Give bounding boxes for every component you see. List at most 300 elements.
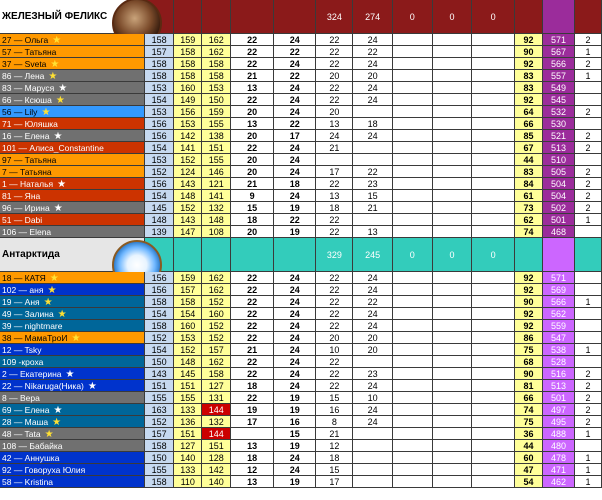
value-cell[interactable]: 144	[202, 404, 231, 416]
value-cell[interactable]: 495	[543, 416, 575, 428]
value-cell[interactable]: 158	[202, 368, 231, 380]
value-cell[interactable]: 2	[575, 190, 602, 202]
value-cell[interactable]: 8	[316, 416, 353, 428]
value-cell[interactable]	[472, 308, 515, 320]
value-cell[interactable]: 133	[174, 464, 202, 476]
value-cell[interactable]: 151	[174, 380, 202, 392]
value-cell[interactable]: 151	[202, 440, 231, 452]
value-cell[interactable]: 22	[231, 392, 274, 404]
value-cell[interactable]: 60	[515, 452, 543, 464]
value-cell[interactable]: 66	[515, 118, 543, 130]
value-cell[interactable]: 501	[543, 214, 575, 226]
value-cell[interactable]: 140	[202, 476, 231, 488]
value-cell[interactable]: 136	[174, 416, 202, 428]
table-row[interactable]	[0, 404, 602, 416]
header-cell[interactable]	[543, 238, 575, 272]
value-cell[interactable]: 23	[353, 178, 393, 190]
value-cell[interactable]	[433, 320, 473, 332]
value-cell[interactable]: 13	[231, 82, 274, 94]
table-row[interactable]	[0, 476, 602, 488]
player-name-cell[interactable]	[0, 202, 145, 214]
table-row[interactable]	[0, 392, 602, 404]
value-cell[interactable]	[472, 368, 515, 380]
value-cell[interactable]	[393, 464, 433, 476]
value-cell[interactable]: 1	[575, 296, 602, 308]
value-cell[interactable]: 497	[543, 404, 575, 416]
value-cell[interactable]: 92	[515, 320, 543, 332]
value-cell[interactable]: 145	[145, 202, 174, 214]
value-cell[interactable]: 505	[543, 166, 575, 178]
header-cell[interactable]	[202, 0, 231, 34]
value-cell[interactable]: 510	[543, 154, 575, 166]
value-cell[interactable]	[433, 214, 473, 226]
value-cell[interactable]	[433, 178, 473, 190]
value-cell[interactable]: 24	[274, 368, 317, 380]
value-cell[interactable]: 566	[543, 58, 575, 70]
value-cell[interactable]	[472, 34, 515, 46]
value-cell[interactable]	[393, 452, 433, 464]
value-cell[interactable]: 24	[353, 284, 393, 296]
value-cell[interactable]: 547	[543, 332, 575, 344]
value-cell[interactable]: 132	[202, 202, 231, 214]
value-cell[interactable]: 22	[231, 308, 274, 320]
table-row[interactable]	[0, 226, 602, 238]
value-cell[interactable]	[433, 404, 473, 416]
value-cell[interactable]: 153	[145, 106, 174, 118]
value-cell[interactable]: 24	[316, 130, 353, 142]
value-cell[interactable]: 138	[202, 130, 231, 142]
value-cell[interactable]: 24	[274, 34, 317, 46]
table-row[interactable]	[0, 106, 602, 118]
value-cell[interactable]: 156	[145, 284, 174, 296]
player-name-cell[interactable]	[0, 356, 145, 368]
value-cell[interactable]: 141	[174, 142, 202, 154]
value-cell[interactable]	[433, 428, 473, 440]
value-cell[interactable]: 501	[543, 392, 575, 404]
value-cell[interactable]: 148	[174, 356, 202, 368]
value-cell[interactable]: 16	[316, 404, 353, 416]
value-cell[interactable]: 54	[515, 476, 543, 488]
table-row[interactable]	[0, 344, 602, 356]
value-cell[interactable]: 22	[316, 226, 353, 238]
value-cell[interactable]: 19	[274, 392, 317, 404]
value-cell[interactable]: 20	[316, 106, 353, 118]
value-cell[interactable]: 20	[231, 226, 274, 238]
value-cell[interactable]	[433, 296, 473, 308]
table-row[interactable]	[0, 142, 602, 154]
table-row[interactable]	[0, 70, 602, 82]
value-cell[interactable]: 158	[145, 320, 174, 332]
value-cell[interactable]	[353, 452, 393, 464]
value-cell[interactable]: 22	[316, 94, 353, 106]
table-row[interactable]	[0, 440, 602, 452]
value-cell[interactable]	[433, 416, 473, 428]
value-cell[interactable]: 1	[575, 70, 602, 82]
value-cell[interactable]: 516	[543, 368, 575, 380]
value-cell[interactable]: 152	[145, 332, 174, 344]
value-cell[interactable]	[433, 82, 473, 94]
value-cell[interactable]: 24	[274, 272, 317, 284]
player-name-cell[interactable]	[0, 344, 145, 356]
value-cell[interactable]: 108	[202, 226, 231, 238]
player-name-cell[interactable]	[0, 368, 145, 380]
header-cell[interactable]	[274, 238, 317, 272]
value-cell[interactable]: 22	[274, 46, 317, 58]
value-cell[interactable]	[393, 142, 433, 154]
value-cell[interactable]	[393, 106, 433, 118]
value-cell[interactable]	[393, 476, 433, 488]
value-cell[interactable]	[472, 272, 515, 284]
value-cell[interactable]	[433, 190, 473, 202]
value-cell[interactable]: 12	[231, 464, 274, 476]
value-cell[interactable]: 140	[174, 452, 202, 464]
player-name-cell[interactable]	[0, 332, 145, 344]
value-cell[interactable]: 571	[543, 34, 575, 46]
value-cell[interactable]	[433, 202, 473, 214]
value-cell[interactable]: 530	[543, 118, 575, 130]
table-row[interactable]	[0, 464, 602, 476]
value-cell[interactable]	[393, 58, 433, 70]
value-cell[interactable]: 24	[274, 166, 317, 178]
value-cell[interactable]: 20	[231, 130, 274, 142]
player-name-cell[interactable]	[0, 320, 145, 332]
value-cell[interactable]: 22	[231, 296, 274, 308]
value-cell[interactable]: 145	[174, 368, 202, 380]
value-cell[interactable]: 15	[231, 202, 274, 214]
value-cell[interactable]	[433, 46, 473, 58]
value-cell[interactable]: 513	[543, 142, 575, 154]
header-cell[interactable]	[575, 238, 602, 272]
value-cell[interactable]: 92	[515, 284, 543, 296]
value-cell[interactable]: 151	[174, 428, 202, 440]
value-cell[interactable]	[393, 226, 433, 238]
value-cell[interactable]	[472, 344, 515, 356]
value-cell[interactable]: 1	[575, 214, 602, 226]
value-cell[interactable]	[316, 154, 353, 166]
value-cell[interactable]: 24	[353, 416, 393, 428]
value-cell[interactable]	[353, 356, 393, 368]
value-cell[interactable]: 128	[202, 452, 231, 464]
value-cell[interactable]: 24	[274, 94, 317, 106]
value-cell[interactable]	[472, 154, 515, 166]
value-cell[interactable]: 17	[274, 130, 317, 142]
value-cell[interactable]: 152	[145, 166, 174, 178]
value-cell[interactable]	[393, 320, 433, 332]
value-cell[interactable]	[433, 58, 473, 70]
value-cell[interactable]: 143	[174, 214, 202, 226]
value-cell[interactable]	[472, 440, 515, 452]
value-cell[interactable]: 12	[316, 440, 353, 452]
value-cell[interactable]: 24	[274, 296, 317, 308]
value-cell[interactable]: 127	[174, 440, 202, 452]
header-cell[interactable]	[174, 238, 202, 272]
value-cell[interactable]: 20	[353, 332, 393, 344]
value-cell[interactable]: 92	[515, 94, 543, 106]
value-cell[interactable]	[433, 154, 473, 166]
header-cell[interactable]: 329	[316, 238, 353, 272]
value-cell[interactable]	[575, 82, 602, 94]
value-cell[interactable]: 13	[316, 118, 353, 130]
value-cell[interactable]: 19	[274, 404, 317, 416]
value-cell[interactable]: 155	[202, 154, 231, 166]
value-cell[interactable]: 2	[575, 202, 602, 214]
value-cell[interactable]	[472, 332, 515, 344]
value-cell[interactable]: 152	[174, 344, 202, 356]
value-cell[interactable]	[353, 106, 393, 118]
value-cell[interactable]	[231, 428, 274, 440]
value-cell[interactable]: 22	[316, 368, 353, 380]
value-cell[interactable]: 156	[145, 272, 174, 284]
value-cell[interactable]	[472, 70, 515, 82]
header-cell[interactable]	[515, 0, 543, 34]
value-cell[interactable]: 139	[145, 226, 174, 238]
header-cell[interactable]	[515, 238, 543, 272]
value-cell[interactable]: 21	[231, 344, 274, 356]
value-cell[interactable]	[472, 428, 515, 440]
value-cell[interactable]: 150	[202, 94, 231, 106]
value-cell[interactable]	[472, 178, 515, 190]
value-cell[interactable]: 22	[316, 272, 353, 284]
value-cell[interactable]: 1	[575, 46, 602, 58]
value-cell[interactable]: 18	[316, 452, 353, 464]
value-cell[interactable]	[472, 226, 515, 238]
value-cell[interactable]: 20	[231, 154, 274, 166]
value-cell[interactable]: 2	[575, 166, 602, 178]
value-cell[interactable]: 152	[145, 416, 174, 428]
value-cell[interactable]	[393, 392, 433, 404]
value-cell[interactable]: 488	[543, 428, 575, 440]
value-cell[interactable]: 24	[274, 452, 317, 464]
value-cell[interactable]: 504	[543, 190, 575, 202]
value-cell[interactable]: 44	[515, 154, 543, 166]
value-cell[interactable]: 149	[174, 94, 202, 106]
table-row[interactable]	[0, 34, 602, 46]
value-cell[interactable]: 152	[174, 154, 202, 166]
value-cell[interactable]: 158	[174, 296, 202, 308]
player-name-cell[interactable]	[0, 464, 145, 476]
player-name-cell[interactable]	[0, 46, 145, 58]
value-cell[interactable]: 19	[274, 202, 317, 214]
table-row[interactable]	[0, 202, 602, 214]
value-cell[interactable]: 83	[515, 70, 543, 82]
value-cell[interactable]: 504	[543, 178, 575, 190]
value-cell[interactable]: 24	[353, 82, 393, 94]
header-cell[interactable]	[575, 0, 602, 34]
value-cell[interactable]	[575, 284, 602, 296]
table-row[interactable]	[0, 154, 602, 166]
value-cell[interactable]: 36	[515, 428, 543, 440]
value-cell[interactable]	[353, 440, 393, 452]
value-cell[interactable]: 158	[174, 70, 202, 82]
value-cell[interactable]	[393, 214, 433, 226]
value-cell[interactable]	[393, 202, 433, 214]
value-cell[interactable]: 154	[145, 344, 174, 356]
value-cell[interactable]: 18	[231, 380, 274, 392]
value-cell[interactable]	[575, 440, 602, 452]
value-cell[interactable]: 24	[353, 272, 393, 284]
value-cell[interactable]	[575, 308, 602, 320]
value-cell[interactable]: 20	[231, 166, 274, 178]
value-cell[interactable]: 2	[575, 416, 602, 428]
value-cell[interactable]: 24	[353, 58, 393, 70]
value-cell[interactable]: 143	[174, 178, 202, 190]
value-cell[interactable]: 133	[174, 404, 202, 416]
player-name-cell[interactable]	[0, 476, 145, 488]
table-row[interactable]	[0, 272, 602, 284]
value-cell[interactable]: 22	[316, 82, 353, 94]
value-cell[interactable]	[472, 46, 515, 58]
value-cell[interactable]: 148	[145, 214, 174, 226]
value-cell[interactable]: 153	[202, 82, 231, 94]
player-name-cell[interactable]	[0, 166, 145, 178]
player-name-cell[interactable]	[0, 452, 145, 464]
value-cell[interactable]: 68	[515, 356, 543, 368]
value-cell[interactable]: 143	[145, 368, 174, 380]
value-cell[interactable]: 2	[575, 106, 602, 118]
value-cell[interactable]: 559	[543, 320, 575, 332]
value-cell[interactable]: 13	[231, 476, 274, 488]
value-cell[interactable]: 154	[145, 142, 174, 154]
value-cell[interactable]: 74	[515, 404, 543, 416]
value-cell[interactable]: 502	[543, 202, 575, 214]
table-row[interactable]	[0, 130, 602, 142]
value-cell[interactable]: 1	[575, 464, 602, 476]
value-cell[interactable]: 159	[174, 34, 202, 46]
value-cell[interactable]: 141	[202, 190, 231, 202]
value-cell[interactable]: 148	[174, 190, 202, 202]
value-cell[interactable]	[433, 142, 473, 154]
value-cell[interactable]	[393, 368, 433, 380]
value-cell[interactable]: 147	[174, 226, 202, 238]
header-cell[interactable]: 0	[472, 238, 515, 272]
value-cell[interactable]: 22	[316, 46, 353, 58]
header-cell[interactable]: 0	[433, 0, 473, 34]
value-cell[interactable]: 124	[174, 166, 202, 178]
player-name-cell[interactable]	[0, 94, 145, 106]
value-cell[interactable]: 521	[543, 130, 575, 142]
value-cell[interactable]	[393, 272, 433, 284]
value-cell[interactable]: 24	[274, 332, 317, 344]
table-row[interactable]	[0, 178, 602, 190]
value-cell[interactable]: 21	[316, 428, 353, 440]
value-cell[interactable]	[433, 70, 473, 82]
value-cell[interactable]	[433, 106, 473, 118]
value-cell[interactable]	[433, 308, 473, 320]
value-cell[interactable]: 144	[202, 428, 231, 440]
value-cell[interactable]: 158	[145, 34, 174, 46]
value-cell[interactable]: 22	[353, 46, 393, 58]
value-cell[interactable]: 22	[274, 70, 317, 82]
value-cell[interactable]	[393, 416, 433, 428]
table-row[interactable]	[0, 320, 602, 332]
player-name-cell[interactable]	[0, 296, 145, 308]
value-cell[interactable]: 155	[145, 464, 174, 476]
value-cell[interactable]	[393, 130, 433, 142]
value-cell[interactable]: 538	[543, 344, 575, 356]
value-cell[interactable]: 154	[174, 308, 202, 320]
value-cell[interactable]: 148	[202, 214, 231, 226]
value-cell[interactable]: 22	[316, 380, 353, 392]
value-cell[interactable]: 92	[515, 58, 543, 70]
value-cell[interactable]: 15	[274, 428, 317, 440]
value-cell[interactable]	[575, 118, 602, 130]
header-cell[interactable]	[274, 0, 317, 34]
value-cell[interactable]: 157	[202, 344, 231, 356]
header-cell[interactable]	[174, 0, 202, 34]
value-cell[interactable]: 471	[543, 464, 575, 476]
value-cell[interactable]: 81	[515, 380, 543, 392]
value-cell[interactable]	[393, 178, 433, 190]
value-cell[interactable]: 61	[515, 190, 543, 202]
player-name-cell[interactable]	[0, 106, 145, 118]
value-cell[interactable]: 22	[316, 308, 353, 320]
value-cell[interactable]: 90	[515, 46, 543, 58]
value-cell[interactable]: 18	[231, 214, 274, 226]
value-cell[interactable]: 20	[316, 70, 353, 82]
player-name-cell[interactable]	[0, 70, 145, 82]
table-row[interactable]	[0, 356, 602, 368]
header-cell[interactable]: 0	[472, 0, 515, 34]
value-cell[interactable]: 2	[575, 130, 602, 142]
value-cell[interactable]: 13	[231, 118, 274, 130]
value-cell[interactable]	[393, 154, 433, 166]
value-cell[interactable]: 2	[575, 178, 602, 190]
value-cell[interactable]: 159	[174, 272, 202, 284]
value-cell[interactable]: 24	[274, 464, 317, 476]
value-cell[interactable]	[393, 356, 433, 368]
table-row[interactable]	[0, 82, 602, 94]
value-cell[interactable]	[472, 284, 515, 296]
value-cell[interactable]	[433, 166, 473, 178]
value-cell[interactable]: 17	[231, 416, 274, 428]
value-cell[interactable]: 468	[543, 226, 575, 238]
value-cell[interactable]: 22	[316, 58, 353, 70]
value-cell[interactable]: 162	[202, 272, 231, 284]
value-cell[interactable]	[393, 296, 433, 308]
value-cell[interactable]: 152	[174, 202, 202, 214]
table-row[interactable]	[0, 94, 602, 106]
value-cell[interactable]: 64	[515, 106, 543, 118]
value-cell[interactable]: 156	[145, 178, 174, 190]
value-cell[interactable]	[472, 356, 515, 368]
value-cell[interactable]: 24	[274, 58, 317, 70]
value-cell[interactable]: 478	[543, 452, 575, 464]
value-cell[interactable]: 2	[575, 58, 602, 70]
value-cell[interactable]	[575, 94, 602, 106]
value-cell[interactable]	[393, 404, 433, 416]
value-cell[interactable]	[472, 82, 515, 94]
value-cell[interactable]: 513	[543, 380, 575, 392]
player-name-cell[interactable]	[0, 82, 145, 94]
value-cell[interactable]: 571	[543, 272, 575, 284]
value-cell[interactable]: 24	[274, 308, 317, 320]
value-cell[interactable]	[472, 190, 515, 202]
value-cell[interactable]	[433, 356, 473, 368]
table-row[interactable]	[0, 368, 602, 380]
value-cell[interactable]	[393, 284, 433, 296]
value-cell[interactable]	[472, 58, 515, 70]
value-cell[interactable]	[472, 94, 515, 106]
header-cell[interactable]: 0	[393, 238, 433, 272]
player-name-cell[interactable]	[0, 190, 145, 202]
value-cell[interactable]: 24	[274, 356, 317, 368]
value-cell[interactable]: 22	[231, 94, 274, 106]
value-cell[interactable]: 90	[515, 296, 543, 308]
value-cell[interactable]: 2	[575, 368, 602, 380]
value-cell[interactable]	[472, 452, 515, 464]
table-row[interactable]	[0, 58, 602, 70]
value-cell[interactable]: 9	[231, 190, 274, 202]
